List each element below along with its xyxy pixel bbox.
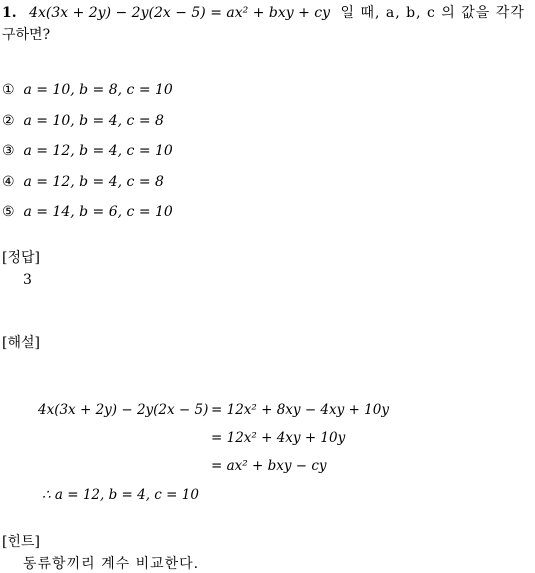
choice-text: a = 14, b = 6, c = 10	[23, 204, 173, 220]
question-line-1	[2, 2, 525, 22]
question-equation: 4x(3x + 2y) − 2y(2x − 5) = ax² + bxy + cy	[29, 5, 331, 21]
choice-text: a = 12, b = 4, c = 8	[23, 174, 164, 190]
solution-conclusion: ∴ a = 12, b = 4, c = 10	[42, 487, 199, 503]
hint-label: [힌트]	[2, 534, 40, 550]
choice-2[interactable]	[2, 113, 164, 129]
solution-rhs: = 12x² + 8xy − 4xy + 10y	[211, 402, 389, 418]
solution-line-1	[38, 402, 389, 418]
question-number: 1.	[2, 5, 17, 21]
choice-5[interactable]	[2, 204, 173, 220]
choice-1[interactable]	[2, 82, 173, 98]
choice-4[interactable]	[2, 174, 164, 190]
choice-marker: ①	[2, 82, 15, 98]
answer-label: [정답]	[2, 250, 40, 266]
question-tail: 일 때, a, b, c 의 값을 각각	[340, 5, 525, 21]
solution-label: [해설]	[2, 335, 40, 351]
hint-text: 동류항끼리 계수 비교한다.	[23, 556, 200, 572]
choice-marker: ④	[2, 174, 15, 190]
choice-text: a = 10, b = 4, c = 8	[23, 113, 164, 129]
choice-text: a = 12, b = 4, c = 10	[23, 143, 173, 159]
choice-text: a = 10, b = 8, c = 10	[23, 82, 173, 98]
choice-marker: ②	[2, 113, 15, 129]
choice-marker: ⑤	[2, 204, 15, 220]
solution-lhs: 4x(3x + 2y) − 2y(2x − 5)	[38, 402, 209, 418]
choice-marker: ③	[2, 143, 15, 159]
solution-line-2: = 12x² + 4xy + 10y	[211, 430, 346, 446]
question-line-2: 구하면?	[2, 27, 51, 43]
solution-line-3: = ax² + bxy − cy	[211, 458, 327, 474]
answer-value: 3	[23, 272, 32, 288]
choice-3[interactable]	[2, 143, 173, 159]
